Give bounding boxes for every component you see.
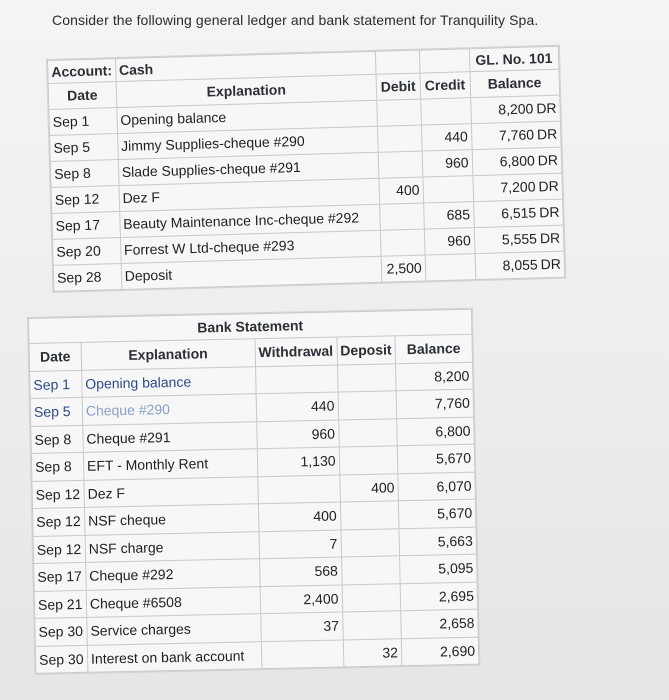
bank-date-cell: Sep 12 [33,535,85,564]
bank-explanation-cell: Interest on bank account [87,641,261,672]
general-ledger-table [47,46,565,292]
ledger-date-cell: Sep 28 [53,264,121,292]
ledger-explanation-cell: Dez F [119,178,380,211]
bank-explanation-cell: NSF charge [85,531,259,562]
ledger-date-cell: Sep 12 [51,186,119,214]
ledger-balance-value: 8,055 [502,256,538,274]
ledger-balance-cell [473,199,563,227]
ledger-date-cell: Sep 1 [49,108,117,136]
ledger-debit-cell [377,99,422,126]
bank-date-cell: Sep 30 [35,617,87,646]
ledger-debit-cell: 400 [379,177,424,204]
ledger-credit-cell: 685 [423,202,473,229]
ledger-balance-value: 5,555 [501,230,538,248]
bank-deposit-cell [339,446,398,475]
ledger-credit-cell [420,98,470,125]
bank-statement-table [28,309,479,674]
ledger-explanation-cell: Opening balance [117,100,378,133]
bank-header-withdrawal: Withdrawal [255,337,337,366]
bank-balance-cell: 7,760 [396,389,474,418]
bank-balance-cell: 8,200 [395,362,473,391]
ledger-explanation-cell: Forrest W Ltd-cheque #293 [120,230,381,263]
bank-explanation-cell: Cheque #290 [82,394,256,425]
bank-date-cell: Sep 30 [35,645,87,674]
ledger-header-balance: Balance [470,69,560,97]
intro-text: Consider the following general ledger and bank statement for Tranquility Spa. [52,12,539,28]
ledger-balance-cell [470,95,560,123]
ledger-header-explanation: Explanation [116,74,377,107]
ledger-balance-cell [472,147,562,175]
bank-date-cell: Sep 1 [30,370,82,399]
bank-date-cell: Sep 8 [31,452,83,481]
ledger-header-debit: Debit [376,73,421,100]
ledger-credit-cell [423,176,473,203]
bank-date-cell: Sep 17 [34,562,86,591]
bank-balance-cell: 5,670 [398,499,476,528]
ledger-credit-cell [425,254,475,281]
ledger-balance-dr: DR [536,99,557,117]
bank-explanation-cell: NSF cheque [84,504,258,535]
ledger-balance-cell [474,225,564,253]
ledger-balance-dr: DR [538,177,559,195]
ledger-debit-cell [380,203,425,230]
ledger-balance-value: 6,800 [499,152,535,170]
bank-withdrawal-cell [255,365,337,394]
bank-header-balance: Balance [395,334,473,363]
bank-deposit-cell [342,611,401,640]
bank-explanation-cell: Cheque #291 [83,421,257,452]
bank-header-date: Date [29,342,81,371]
ledger-balance-value: 8,200 [498,100,534,118]
ledger-account-name: Cash [115,51,376,81]
bank-withdrawal-cell: 37 [260,612,342,641]
ledger-balance-value: 6,515 [500,204,537,222]
bank-deposit-cell [341,556,400,585]
bank-header-deposit: Deposit [336,336,395,365]
bank-withdrawal-cell: 400 [258,502,340,531]
bank-withdrawal-cell [257,475,339,504]
bank-explanation-cell: Service charges [87,614,261,645]
ledger-date-cell: Sep 8 [50,160,118,188]
ledger-date-cell: Sep 20 [53,238,121,266]
bank-date-cell: Sep 21 [34,590,86,619]
ledger-gl-number: GL. No. 101 [469,46,559,71]
ledger-debit-cell [378,151,423,178]
ledger-explanation-cell: Beauty Maintenance Inc-cheque #292 [119,204,380,237]
bank-statement-title: Bank Statement [29,309,472,343]
ledger-balance-dr: DR [536,125,558,143]
bank-deposit-cell [338,418,397,447]
bank-date-cell: Sep 12 [32,507,84,536]
ledger-debit-cell [377,125,422,152]
ledger-date-cell: Sep 17 [52,212,120,240]
bank-deposit-cell [338,391,397,420]
bank-explanation-cell: Opening balance [82,366,256,397]
bank-balance-cell: 5,670 [397,444,475,473]
ledger-explanation-cell: Slade Supplies-cheque #291 [118,152,379,185]
bank-deposit-cell: 32 [343,638,402,667]
ledger-header-credit: Credit [420,72,470,99]
ledger-explanation-cell: Deposit [121,256,382,289]
bank-explanation-cell: Cheque #6508 [86,586,260,617]
ledger-balance-cell [475,251,565,279]
ledger-balance-cell [471,121,561,149]
bank-balance-cell: 2,658 [401,609,479,638]
bank-date-cell: Sep 5 [30,397,82,426]
ledger-debit-cell: 2,500 [381,255,426,282]
bank-date-cell: Sep 8 [31,425,83,454]
ledger-balance-dr: DR [538,203,560,221]
bank-balance-cell: 2,695 [400,582,478,611]
bank-withdrawal-cell: 568 [259,557,341,586]
bank-explanation-cell: Dez F [84,476,258,507]
bank-withdrawal-cell: 440 [256,392,338,421]
ledger-balance-value: 7,200 [500,178,536,196]
bank-withdrawal-cell: 2,400 [260,584,342,613]
bank-deposit-cell [342,583,401,612]
bank-balance-cell: 5,663 [399,527,477,556]
ledger-balance-value: 7,760 [498,126,535,144]
ledger-balance-dr: DR [539,229,561,247]
ledger-credit-cell: 960 [424,228,474,255]
bank-deposit-cell: 400 [339,473,398,502]
ledger-header-date: Date [48,82,116,110]
bank-balance-cell: 5,095 [399,554,477,583]
bank-deposit-cell [340,528,399,557]
bank-explanation-cell: EFT - Monthly Rent [83,449,257,480]
bank-date-cell: Sep 12 [32,480,84,509]
bank-balance-cell: 2,690 [401,637,479,666]
bank-header-explanation: Explanation [81,339,255,370]
ledger-balance-dr: DR [537,151,559,169]
ledger-balance-cell [472,173,562,201]
bank-balance-cell: 6,800 [397,417,475,446]
bank-balance-cell: 6,070 [398,472,476,501]
ledger-explanation-cell: Jimmy Supplies-cheque #290 [117,126,378,159]
bank-withdrawal-cell: 960 [256,420,338,449]
bank-withdrawal-cell: 7 [259,530,341,559]
ledger-credit-cell: 440 [421,124,471,151]
ledger-credit-cell: 960 [422,150,472,177]
ledger-date-cell: Sep 5 [50,134,118,162]
bank-withdrawal-cell [261,639,343,668]
ledger-balance-dr: DR [540,255,562,273]
bank-deposit-cell [340,501,399,530]
bank-explanation-cell: Cheque #292 [86,559,260,590]
ledger-debit-cell [380,229,425,256]
bank-withdrawal-cell: 1,130 [257,447,339,476]
ledger-account-label: Account: [48,59,116,84]
bank-deposit-cell [337,363,396,392]
